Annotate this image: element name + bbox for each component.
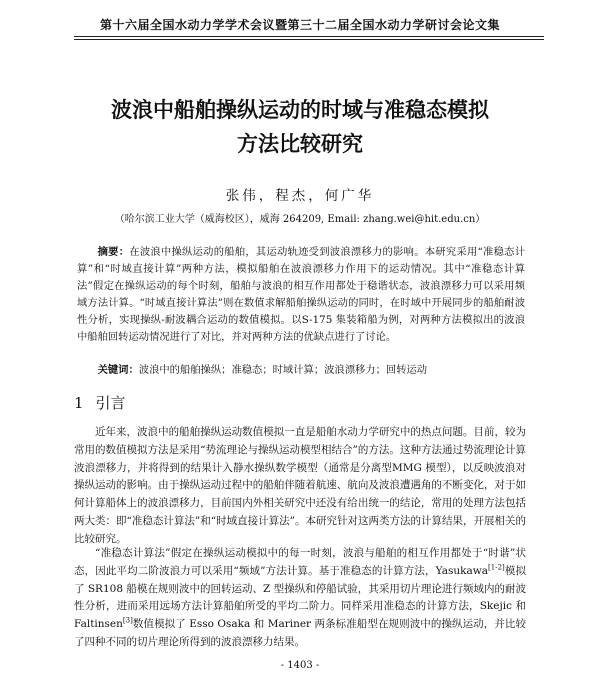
keywords [77,362,525,379]
citation-1-2: [1-2] [488,563,505,572]
keywords-label: 关键词： [97,364,139,376]
abstract [77,244,525,346]
header-rule-bottom [74,39,544,40]
section-title: 引言 [95,394,126,412]
header-rule-top [74,36,544,37]
section-heading [74,392,138,413]
intro-paragraph-1: 近年来，波浪中的船舶操纵运动数值模拟一直是船舶水动力学研究中的热点问题。目前，较为常用的数值模拟方法是采用“势流理论与操纵运动模型相结合”的方法。这种方法通过势流理论计算波浪漂移力，并将得到的结果计入静水操纵数学模型（通常是分离型MMG 模型），以反映波浪对操纵运动的影响。由于操纵运动过程中的船舶伴随着航速、航向及波浪遭遇角的不断变化，对于如何计算船体上的波浪漂移力，目前国内外相关研究中还没有给出统一的结论，常用的处理方法包括两大类：即“准稳态计算法”和“时域直接计算法”。本研究针对这两类方法的计算结果，开展相关的比较研究。 [74,426,526,545]
abstract-label: 摘要： [97,246,130,258]
intro-p2-part-c: 数值模拟了 Esso Osaka 和 Mariner 两条标准船型在规则波中的操纵运动，并比较了四种不同的切片理论所得到的波浪漂移力结果。 [74,618,526,648]
page-number: - 1403 - [280,660,320,671]
running-head: 第十六届全国水动力学学术会议暨第三十二届全国水动力学研讨会论文集 [99,18,500,32]
affiliation: （哈尔滨工业大学（威海校区），威海 264209, Email: zhang.wei@hit.edu.cn） [114,214,486,225]
intro-p2-part-b: 模拟了 SR108 船模在规则波中的回转运动、Z 型操纵和停船试验，其采用切片理论进行频域内的耐波性分析，进而采用远场方法计算船舶所受的平均二阶力。同样采用准稳态的计算方法，Skejic 和 Faltinsen [74,564,526,631]
section-number: 1 [74,394,84,412]
title-line-1: 波浪中船舶操纵运动的时域与准稳态模拟 [111,98,489,122]
intro-paragraph-2 [74,545,526,652]
abstract-text: 在波浪中操纵运动的船舶，其运动轨迹受到波浪漂移力的影响。本研究采用“准稳态计算”和“时域直接计算”两种方法，模拟船舶在波浪漂移力作用下的运动情况。其中“准稳态计算法”假定在操纵运动的每个时刻，船舶与波浪的相互作用都处于稳谐状态，波浪漂移力可以采用频域方法计算。“时域直接计算法”则在数值求解船舶操纵运动的同时，在时域中开展同步的船舶耐波性分析，实现操纵-耐波耦合运动的数值模拟。以S-175 集装箱船为例，对两种方法模拟出的波浪中船舶回转运动情况进行了对比，并对两种方法的优缺点进行了讨论。 [77,246,526,343]
citation-3: [3] [122,616,133,625]
keywords-text: 波浪中的船舶操纵；准稳态；时域计算；波浪漂移力；回转运动 [138,364,428,376]
title-line-2: 方法比较研究 [237,132,363,156]
intro-p2-part-a: “准稳态计算法”假定在操纵运动模拟中的每一时刻，波浪与船舶的相互作用都处于“时谐”状态，因此平均二阶波浪力可以采用“频域”方法计算。基于准稳态的计算方法，Yasukawa [74,547,526,577]
authors: 张伟，程杰，何广华 [225,188,375,204]
